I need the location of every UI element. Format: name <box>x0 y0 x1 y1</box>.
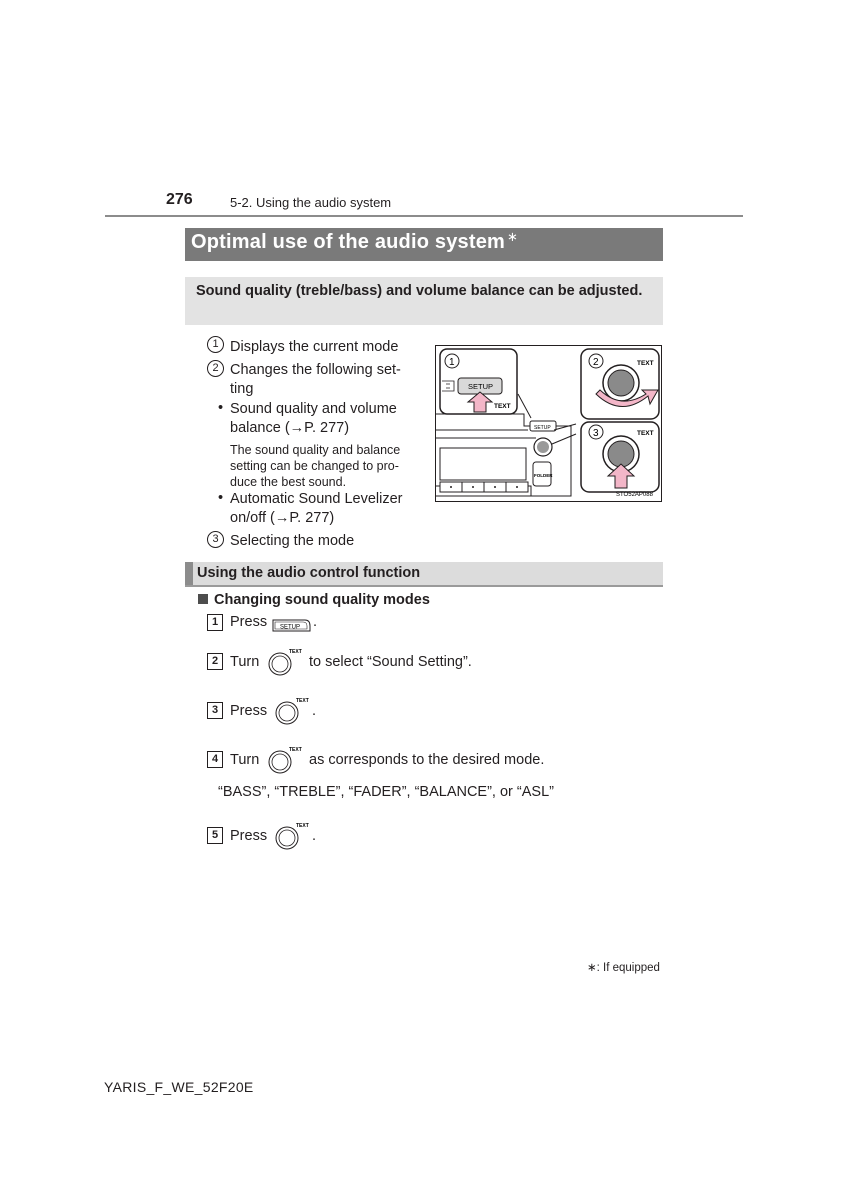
footnote-marker: ∗ <box>587 962 597 974</box>
callout-3-text: Selecting the mode <box>230 533 355 549</box>
callout-number-2: 2 <box>207 360 224 377</box>
document-code: YARIS_F_WE_52F20E <box>104 1079 254 1095</box>
audio-unit-drawing <box>436 346 662 502</box>
step-number-5: 5 <box>207 827 223 844</box>
bullet-1-line2: balance (→P. 277) <box>230 420 350 436</box>
figure-num-1-text: 1 <box>449 357 455 368</box>
step-5-before: Press <box>230 828 268 844</box>
panel-3-text-label: TEXT <box>637 430 654 437</box>
note-line3: duce the best sound. <box>230 475 347 489</box>
section-path: 5-2. Using the audio system <box>230 195 392 210</box>
text-knob-icon <box>267 648 305 678</box>
text-knob-label: TEXT <box>289 747 302 753</box>
callout-2-line1: Changes the following set- <box>230 362 401 378</box>
text-knob-icon <box>267 746 305 776</box>
step-number-2: 2 <box>207 653 223 670</box>
intro-text: Sound quality (treble/bass) and volume balance can be adjusted. <box>196 283 643 299</box>
step-5-after: . <box>312 828 317 844</box>
step-1-after: . <box>313 614 318 630</box>
callout-2-line2: ting <box>230 381 254 397</box>
figure-code: STO52AP088 <box>616 492 653 498</box>
setup-button-large-label: SETUP <box>468 382 494 391</box>
callout-1-text: Displays the current mode <box>230 339 399 355</box>
text-knob-label: TEXT <box>289 649 302 655</box>
header-rule <box>105 215 743 217</box>
step-3-after: . <box>312 703 317 719</box>
knob-large-3-center <box>608 441 634 467</box>
preset-buttons <box>440 482 528 492</box>
step-4-after: as corresponds to the desired mode. <box>309 752 545 768</box>
setup-button-icon-label: SETUP <box>280 624 301 631</box>
panel-2-text-label: TEXT <box>637 360 654 367</box>
bullet-2-line1: Automatic Sound Levelizer <box>230 491 403 507</box>
subsection-accent <box>185 562 193 585</box>
callout-number-1: 1 <box>207 336 224 353</box>
page-number: 276 <box>166 191 193 208</box>
procedure-heading <box>198 592 430 608</box>
procedure-heading-text: Changing sound quality modes <box>214 592 430 608</box>
bullet-1-line1: Sound quality and volume <box>230 401 397 417</box>
step-4-before: Turn <box>230 752 260 768</box>
setup-button-icon <box>272 618 312 633</box>
audio-unit-illustration <box>435 345 662 502</box>
figure-num-3-text: 3 <box>593 428 599 439</box>
text-knob-label: TEXT <box>296 698 309 704</box>
knob-small-center <box>537 441 549 453</box>
knob-large-2-center <box>608 370 634 396</box>
footnote <box>587 960 660 974</box>
setup-button-small-label: SETUP <box>534 425 551 431</box>
bullet-marker: • <box>218 400 224 416</box>
lead-line-3 <box>552 434 576 444</box>
page-title <box>191 231 518 254</box>
bullet-marker: • <box>218 490 224 506</box>
step-1-before: Press <box>230 614 268 630</box>
lead-line-2 <box>554 424 576 430</box>
bullet-2-line2: on/off (→P. 277) <box>230 510 335 526</box>
note-line1: The sound quality and balance <box>230 443 401 457</box>
text-knob-icon <box>274 697 312 727</box>
page-title-text: Optimal use of the audio system <box>191 231 506 253</box>
footnote-text: : If equipped <box>596 962 660 974</box>
modes-list: “BASS”, “TREBLE”, “FADER”, “BALANCE”, or “ASL” <box>218 784 554 800</box>
step-number-1: 1 <box>207 614 223 631</box>
folder-label: FOLDER <box>534 473 553 478</box>
text-knob-icon <box>274 822 312 852</box>
callout-number-3: 3 <box>207 531 224 548</box>
panel-1-text-label: TEXT <box>494 403 511 410</box>
step-3-before: Press <box>230 703 268 719</box>
square-bullet-icon <box>198 594 208 604</box>
if-equipped-marker: ∗ <box>507 229 519 244</box>
subsection-title: Using the audio control function <box>197 565 421 581</box>
step-2-before: Turn <box>230 654 260 670</box>
text-knob-label: TEXT <box>296 823 309 829</box>
figure-num-2-text: 2 <box>593 357 599 368</box>
step-2-after: to select “Sound Setting”. <box>309 654 472 670</box>
note-line2: setting can be changed to pro- <box>230 459 399 473</box>
step-number-4: 4 <box>207 751 223 768</box>
step-number-3: 3 <box>207 702 223 719</box>
